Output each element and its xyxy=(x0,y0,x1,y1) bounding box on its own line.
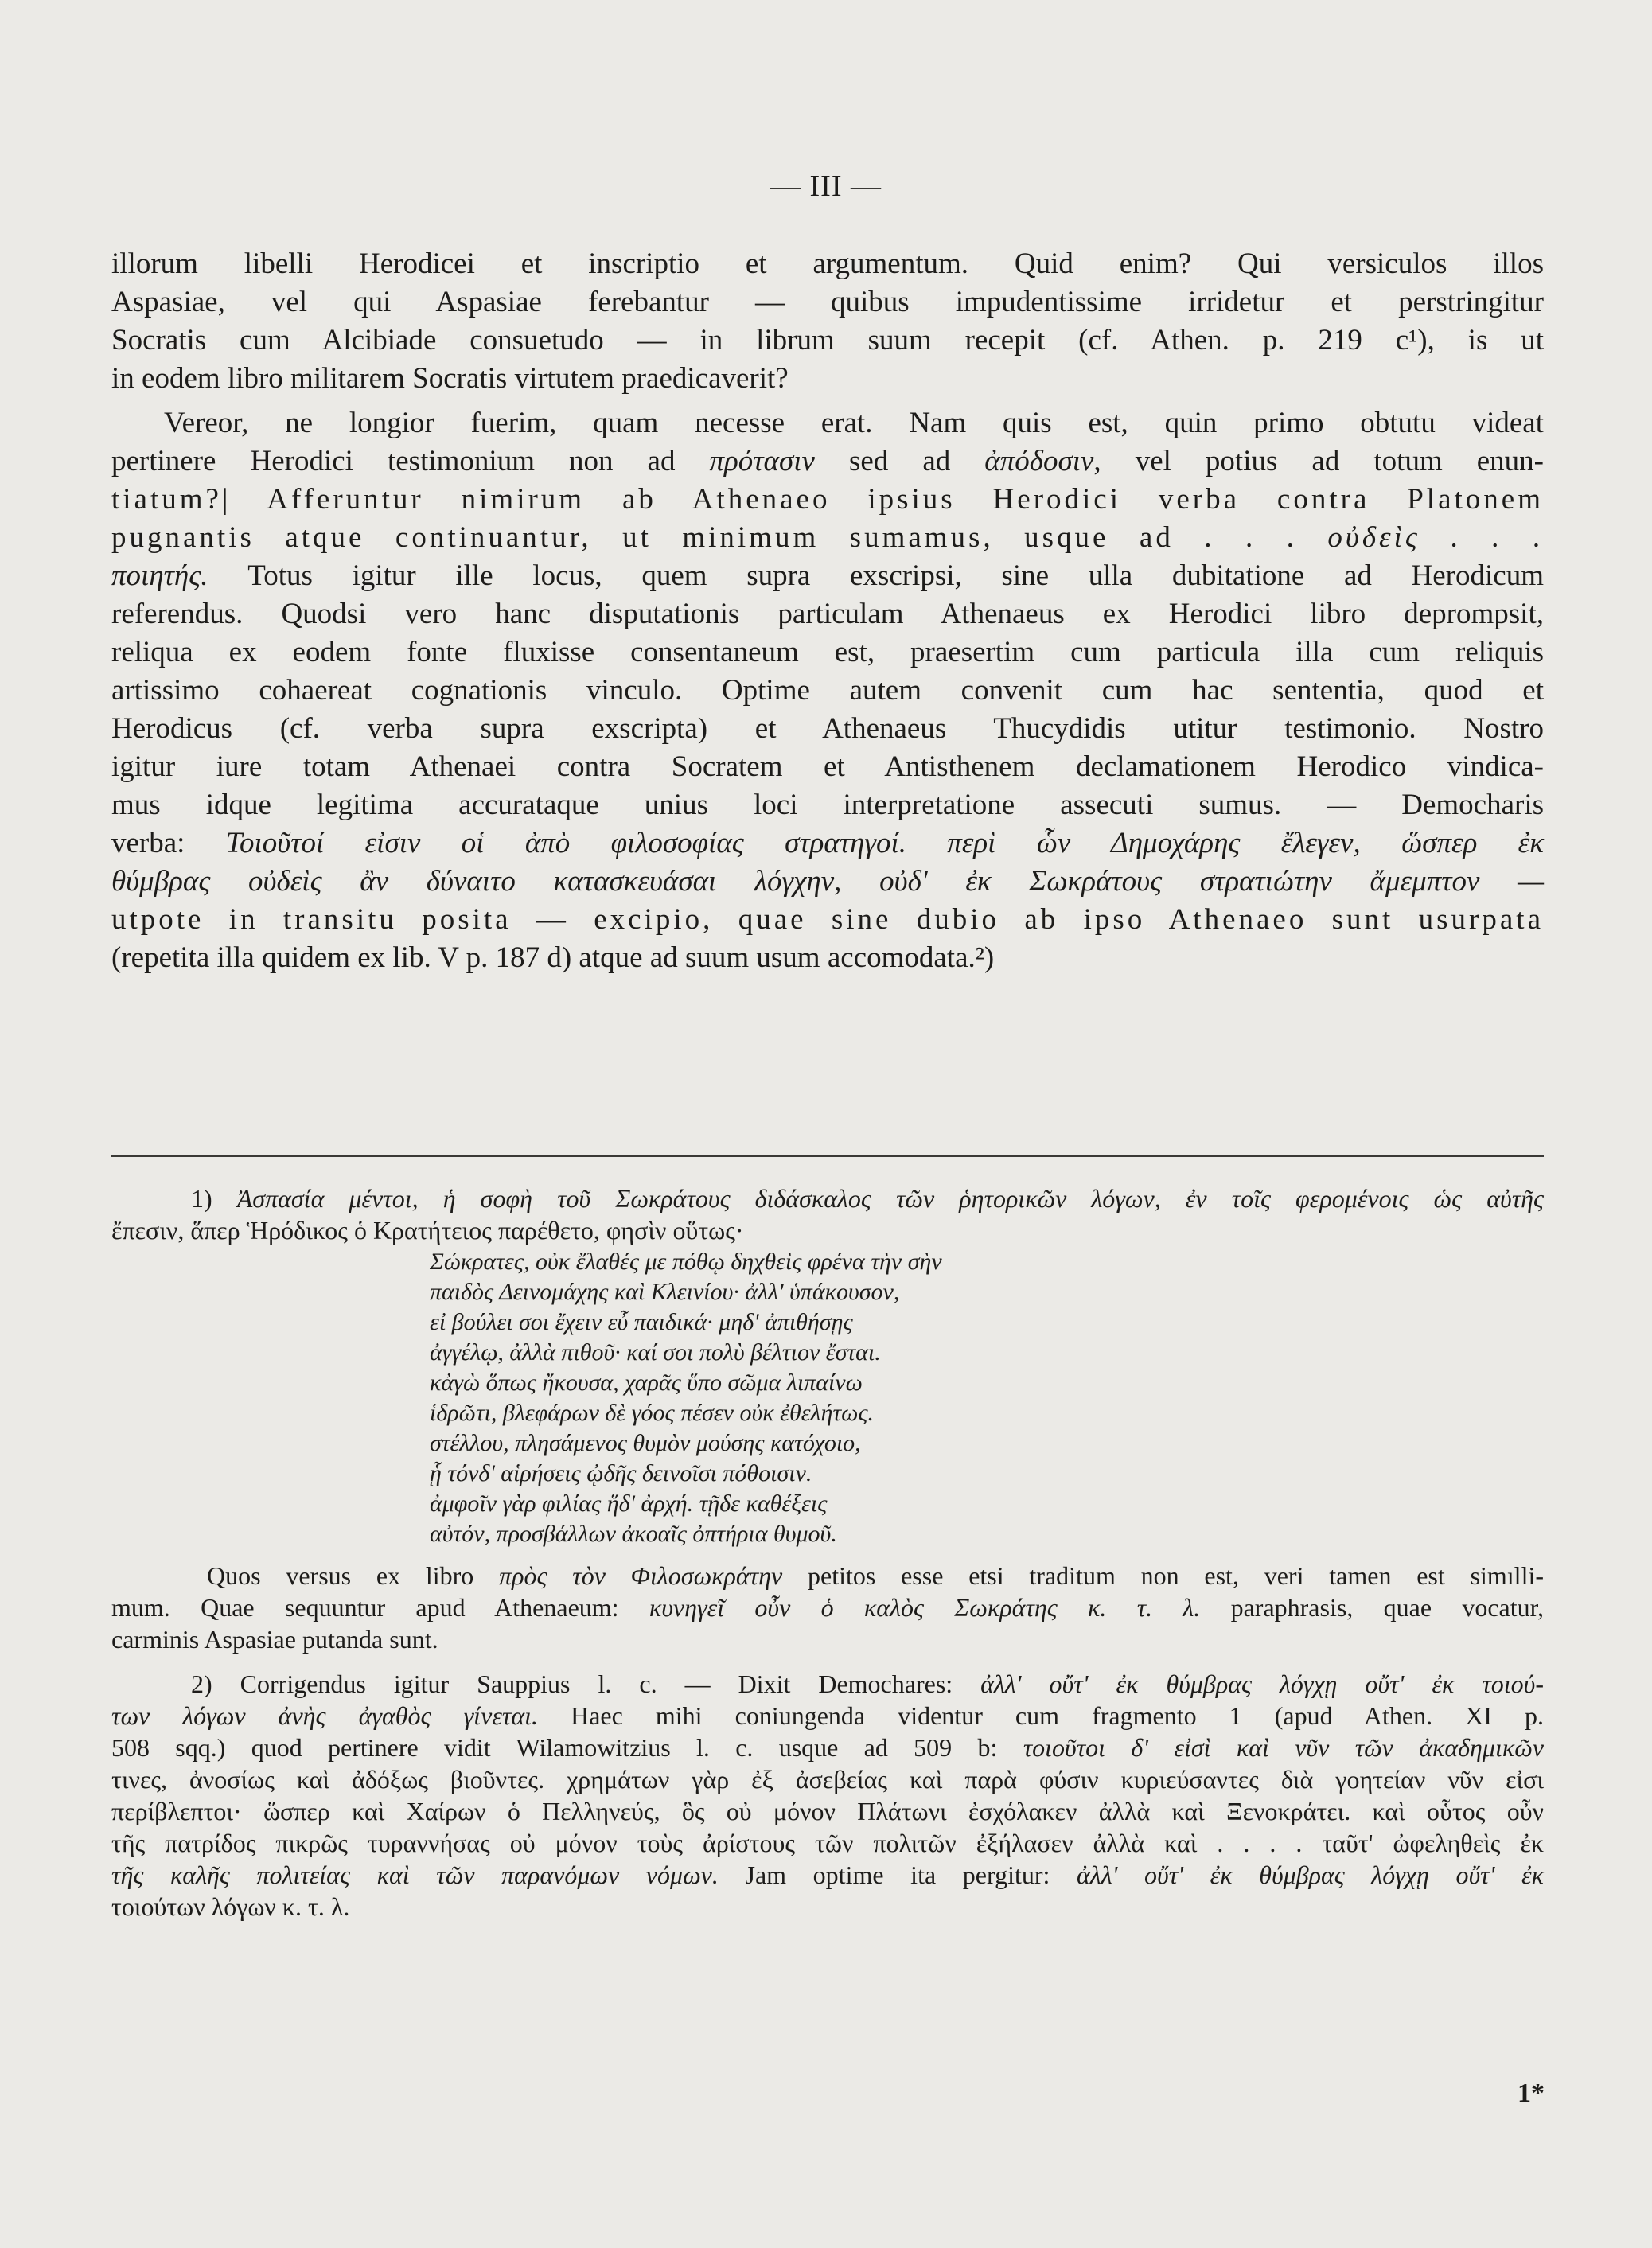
text-span: Quos versus ex libro xyxy=(207,1561,500,1590)
main-line: utpote in transitu posita — excipio, quae sine dubio ab ipso Athenaeo sunt usurpata xyxy=(111,903,1544,936)
greek-phrase: Ἀσπασία μέντοι, ἡ σοφὴ τοῦ Σωκράτους διδάσκαλος τῶν ῥητορικῶν λόγων, ἐν τοῖς φερομένοις ὡς αὐτῆς xyxy=(236,1184,1545,1213)
footnote-line: carminis Aspasiae putanda sunt. xyxy=(111,1625,438,1654)
main-line: in eodem libro militarem Socratis virtutem praedicaverit? xyxy=(111,362,789,395)
main-line: illorum libelli Herodicei et inscriptio et argumentum. Quid enim? Qui versiculos illos xyxy=(111,247,1544,280)
footnote-line xyxy=(111,1560,1544,1592)
main-line: θύμβρας οὐδεὶς ἂν δύναιτο κατασκευάσαι λόγχην, οὐδ' ἐκ Σωκράτους στρατιώτην ἄμεμπτον — xyxy=(111,865,1544,898)
verse-line: κἀγὼ ὅπως ἤκουσα, χαρᾶς ὕπο σῶμα λιπαίνω xyxy=(430,1369,863,1396)
text-span: sed ad xyxy=(814,445,985,477)
verse-line: παιδὸς Δεινομάχης καὶ Κλεινίου· ἀλλ' ὑπάκουσον, xyxy=(430,1279,900,1305)
text-span: 508 sqq.) quod pertinere vidit Wilamowitzius l. c. usque ad 509 b: xyxy=(111,1733,1023,1762)
verse-line: ἱδρῶτι, βλεφάρων δὲ γόος πέσεν οὐκ ἐθελήτως. xyxy=(430,1400,874,1426)
main-line: (repetita illa quidem ex lib. V p. 187 d) atque ad suum usum accomodata.²) xyxy=(111,941,995,974)
verse-line: στέλλου, πλησάμενος θυμὸν μούσης κατόχοιο, xyxy=(430,1430,861,1456)
footnote-line xyxy=(111,1182,1544,1214)
footnote-line xyxy=(111,1592,1544,1623)
text-span: Haec mihi coniungenda videntur cum fragmento 1 (apud Athen. XI p. xyxy=(538,1701,1545,1730)
greek-phrase: ἀλλ' οὔτ' ἐκ θύμβρας λόγχῃ οὔτ' ἐκ τοιού- xyxy=(980,1669,1545,1698)
verse-line: Σώκρατες, οὐκ ἔλαθές με πόθῳ δηχθεὶς φρένα τὴν σὴν xyxy=(430,1249,942,1275)
footnote-divider xyxy=(111,1155,1544,1157)
text-span: Totus igitur ille locus, quem supra exscripsi, sine ulla dubitatione ad Herodicum xyxy=(208,559,1544,592)
main-line: artissimo cohaereat cognationis vinculo. Optime autem convenit cum hac sententia, quod et xyxy=(111,674,1544,707)
footnote-line xyxy=(111,1668,1544,1700)
footnote-marker: 2) xyxy=(191,1669,212,1698)
main-line xyxy=(111,519,1544,557)
text-span: , vel potius ad totum enun- xyxy=(1093,445,1544,477)
greek-phrase: οὐδεὶς . . . xyxy=(1327,521,1544,554)
footnote-line: ἔπεσιν, ἅπερ Ἡρόδικος ὁ Κρατήτειος παρέθετο, φησὶν οὕτως· xyxy=(111,1216,744,1245)
text-span: paraphrasis, quae vocatur, xyxy=(1200,1593,1545,1622)
main-line: Herodicus (cf. verba supra exscripta) et Athenaeus Thucydidis utitur testimonio. Nostro xyxy=(111,712,1544,745)
greek-phrase: των λόγων ἀνὴς ἀγαθὸς γίνεται. xyxy=(111,1701,539,1730)
footnote-line xyxy=(111,1732,1544,1763)
greek-phrase: τοιοῦτοι δ' εἰσὶ καὶ νῦν τῶν ἀκαδημικῶν xyxy=(1023,1733,1545,1762)
footnote-line xyxy=(111,1700,1544,1732)
main-line xyxy=(111,824,1544,863)
signature-mark: 1* xyxy=(1518,2079,1545,2108)
greek-phrase: πρότασιν xyxy=(709,445,815,477)
main-line: reliqua ex eodem fonte fluxisse consentaneum est, praesertim cum particula illa cum reliquis xyxy=(111,636,1544,668)
main-line: tiatum?| Afferuntur nimirum ab Athenaeo ipsius Herodici verba contra Platonem xyxy=(111,483,1544,516)
footnote-line: τῆς πατρίδος πικρῶς τυραννήσας οὐ μόνον τοὺς ἀρίστους τῶν πολιτῶν ἐξήλασεν ἀλλὰ καὶ . . . . ταῦτ' ὠφεληθεὶς ἐκ xyxy=(111,1829,1544,1857)
verse-line: αὐτόν, προσβάλλων ἀκοαῖς ὀπτήρια θυμοῦ. xyxy=(430,1521,837,1547)
text-span: mum. Quae sequuntur apud Athenaeum: xyxy=(111,1593,649,1622)
greek-phrase: ἀλλ' οὔτ' ἐκ θύμβρας λόγχῃ οὔτ' ἐκ xyxy=(1077,1860,1545,1889)
main-line xyxy=(111,442,1544,481)
main-line: referendus. Quodsi vero hanc disputationis particulam Athenaeus ex Herodici libro deprompsit, xyxy=(111,598,1544,630)
greek-phrase: πρὸς τὸν Φιλοσωκράτην xyxy=(499,1561,783,1590)
text-span: petitos esse etsi traditum non est, veri tamen est simılli- xyxy=(782,1561,1545,1590)
main-line: Aspasiae, vel qui Aspasiae ferebantur — quibus impudentissime irridetur et perstringitur xyxy=(111,286,1544,318)
greek-phrase: Τοιοῦτοί εἰσιν οἱ ἀπὸ φιλοσοφίας στρατηγοί. περὶ ὧν Δημοχάρης ἔλεγεν, ὥσπερ ἐκ xyxy=(225,827,1544,859)
footnote-line: περίβλεπτοι· ὥσπερ καὶ Χαίρων ὁ Πελληνεύς, ὃς οὐ μόνον Πλάτωνι ἐσχόλακεν ἀλλὰ καὶ Ξενοκράτει. καὶ οὗτος οὖν xyxy=(111,1797,1544,1825)
verse-line: ἀμφοῖν γὰρ φιλίας ἥδ' ἀρχή. τῇδε καθέξεις xyxy=(430,1490,828,1517)
footnote-line xyxy=(111,1859,1544,1891)
text-span: verba: xyxy=(111,827,226,859)
text-span: tiatum? xyxy=(111,483,222,516)
text-span: Jam optime ita pergitur: xyxy=(718,1860,1077,1889)
main-line: Vereor, ne longior fuerim, quam necesse erat. Nam quis est, quin primo obtutu videat xyxy=(164,407,1544,439)
page-number: — III — xyxy=(770,169,882,203)
text-span: Afferuntur nimirum ab Athenaeo ipsius Herodici verba contra Platonem xyxy=(267,483,1544,516)
greek-phrase: κυνηγεῖ οὖν ὁ καλὸς Σωκράτης κ. τ. λ. xyxy=(649,1593,1201,1622)
verse-line: ἀγγέλῳ, ἀλλὰ πιθοῦ· καί σοι πολὺ βέλτιον ἔσται. xyxy=(430,1339,881,1366)
main-line xyxy=(111,557,1544,595)
main-line: igitur iure totam Athenaei contra Socratem et Antisthenem declamationem Herodico vindica- xyxy=(111,750,1544,783)
greek-phrase: τῆς καλῆς πολιτείας καὶ τῶν παρανόμων νόμων. xyxy=(111,1860,719,1889)
footnote-marker: 1) xyxy=(191,1184,212,1213)
greek-phrase: ποιητής. xyxy=(111,559,208,592)
greek-phrase: ἀπόδοσιν xyxy=(984,445,1094,477)
text-span: pertinere Herodici testimonium non ad xyxy=(111,445,710,477)
main-line: Socratis cum Alcibiade consuetudo — in librum suum recepit (cf. Athen. p. 219 c¹), is ut xyxy=(111,324,1544,356)
footnote-line: τοιούτων λόγων κ. τ. λ. xyxy=(111,1892,350,1921)
main-line: mus idque legitima accurataque unius loci interpretatione assecuti sumus. — Democharis xyxy=(111,789,1544,821)
footnote-line: τινες, ἀνοσίως καὶ ἀδόξως βιοῦντες. χρημάτων γὰρ ἐξ ἀσεβείας καὶ παρὰ φύσιν κυριεύσαντες διὰ γοητείαν νῦν εἰσι xyxy=(111,1765,1544,1794)
text-span: Corrigendus igitur Sauppius l. c. — Dixit Demochares: xyxy=(240,1669,981,1698)
verse-line: ᾗ τόνδ' αἱρήσεις ᾠδῆς δεινοῖσι πόθοισιν. xyxy=(430,1460,812,1486)
text-span: pugnantis atque continuantur, ut minimum sumamus, usque ad . . . xyxy=(111,521,1328,554)
verse-line: εἰ βούλει σοι ἔχειν εὖ παιδικά· μηδ' ἀπιθήσῃς xyxy=(430,1309,853,1335)
